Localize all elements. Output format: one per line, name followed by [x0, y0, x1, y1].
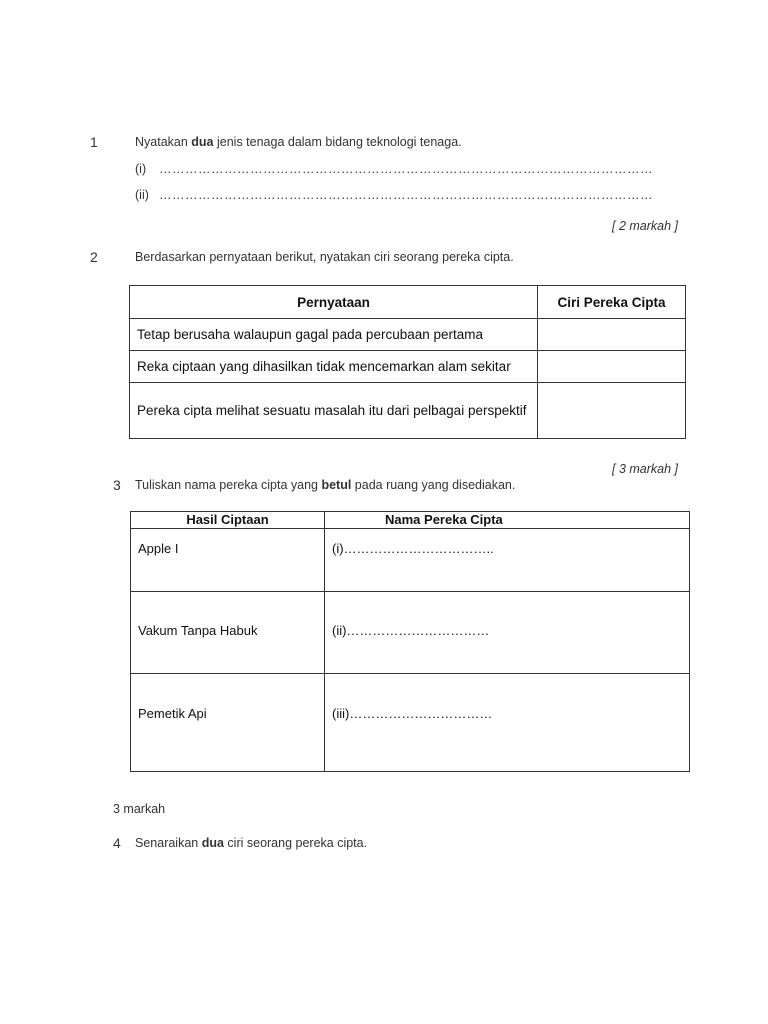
table-row — [131, 592, 690, 674]
q3-row-3-answer-line[interactable]: (iii)…………………………… — [325, 674, 690, 772]
q3-table — [130, 511, 690, 772]
table-row — [131, 674, 690, 772]
q1-text-after: jenis tenaga dalam bidang teknologi tenaga. — [213, 135, 462, 149]
q1-answer-line-1: …………………………………………………………………………………………………… — [159, 162, 653, 176]
q1-text-before: Nyatakan — [135, 135, 192, 149]
table-row — [130, 319, 686, 351]
q4-text-before: Senaraikan — [135, 836, 202, 850]
q2-row-2-answer-cell[interactable] — [538, 351, 686, 383]
q2-header-trait: Ciri Pereka Cipta — [538, 286, 686, 319]
q3-text-bold: betul — [321, 478, 352, 492]
q1-answer-label-1: (i) — [135, 162, 147, 176]
q2-text: Berdasarkan pernyataan berikut, nyatakan ciri seorang pereka cipta. — [135, 250, 514, 264]
table-row — [131, 529, 690, 592]
q4-number: 4 — [113, 835, 121, 851]
q2-header-statement: Pernyataan — [130, 286, 538, 319]
q2-row-3-answer-cell[interactable] — [538, 383, 686, 439]
q3-row-1-invention: Apple I — [131, 529, 325, 592]
q1-number: 1 — [90, 134, 98, 150]
q2-marks: [ 3 markah ] — [612, 462, 678, 476]
q1-text-bold: dua — [191, 135, 214, 149]
q4-text-bold: dua — [201, 836, 224, 850]
q4-text-after: ciri seorang pereka cipta. — [223, 836, 368, 850]
q3-header-invention: Hasil Ciptaan — [131, 512, 325, 529]
q2-number: 2 — [90, 249, 98, 265]
q3-text-before: Tuliskan nama pereka cipta yang — [135, 478, 322, 492]
q3-table-header-row — [131, 512, 690, 529]
q4-text — [135, 836, 367, 850]
q3-row-3-invention: Pemetik Api — [131, 674, 325, 772]
q3-row-1-answer-line[interactable]: (i)…………………………….. — [325, 529, 690, 592]
q3-text-after: pada ruang yang disediakan. — [351, 478, 516, 492]
q2-row-1-statement: Tetap berusaha walaupun gagal pada percubaan pertama — [130, 319, 538, 351]
q3-text — [135, 478, 515, 492]
q1-answer-label-2: (ii) — [135, 188, 149, 202]
q3-row-2-answer-line[interactable]: (ii)…………………………… — [325, 592, 690, 674]
q3-number: 3 — [113, 477, 121, 493]
q1-answer-line-2: …………………………………………………………………………………………………… — [159, 188, 653, 202]
table-row — [130, 383, 686, 439]
q2-table — [129, 285, 686, 439]
q3-marks: 3 markah — [113, 802, 166, 816]
q2-table-header-row — [130, 286, 686, 319]
q1-text — [135, 135, 462, 149]
q3-header-inventor: Nama Pereka Cipta — [325, 512, 690, 529]
q1-marks: [ 2 markah ] — [612, 219, 678, 233]
q2-row-2-statement: Reka ciptaan yang dihasilkan tidak mencemarkan alam sekitar — [130, 351, 538, 383]
table-row — [130, 351, 686, 383]
q2-row-1-answer-cell[interactable] — [538, 319, 686, 351]
q3-row-2-invention: Vakum Tanpa Habuk — [131, 592, 325, 674]
q2-row-3-statement: Pereka cipta melihat sesuatu masalah itu dari pelbagai perspektif — [130, 383, 538, 439]
